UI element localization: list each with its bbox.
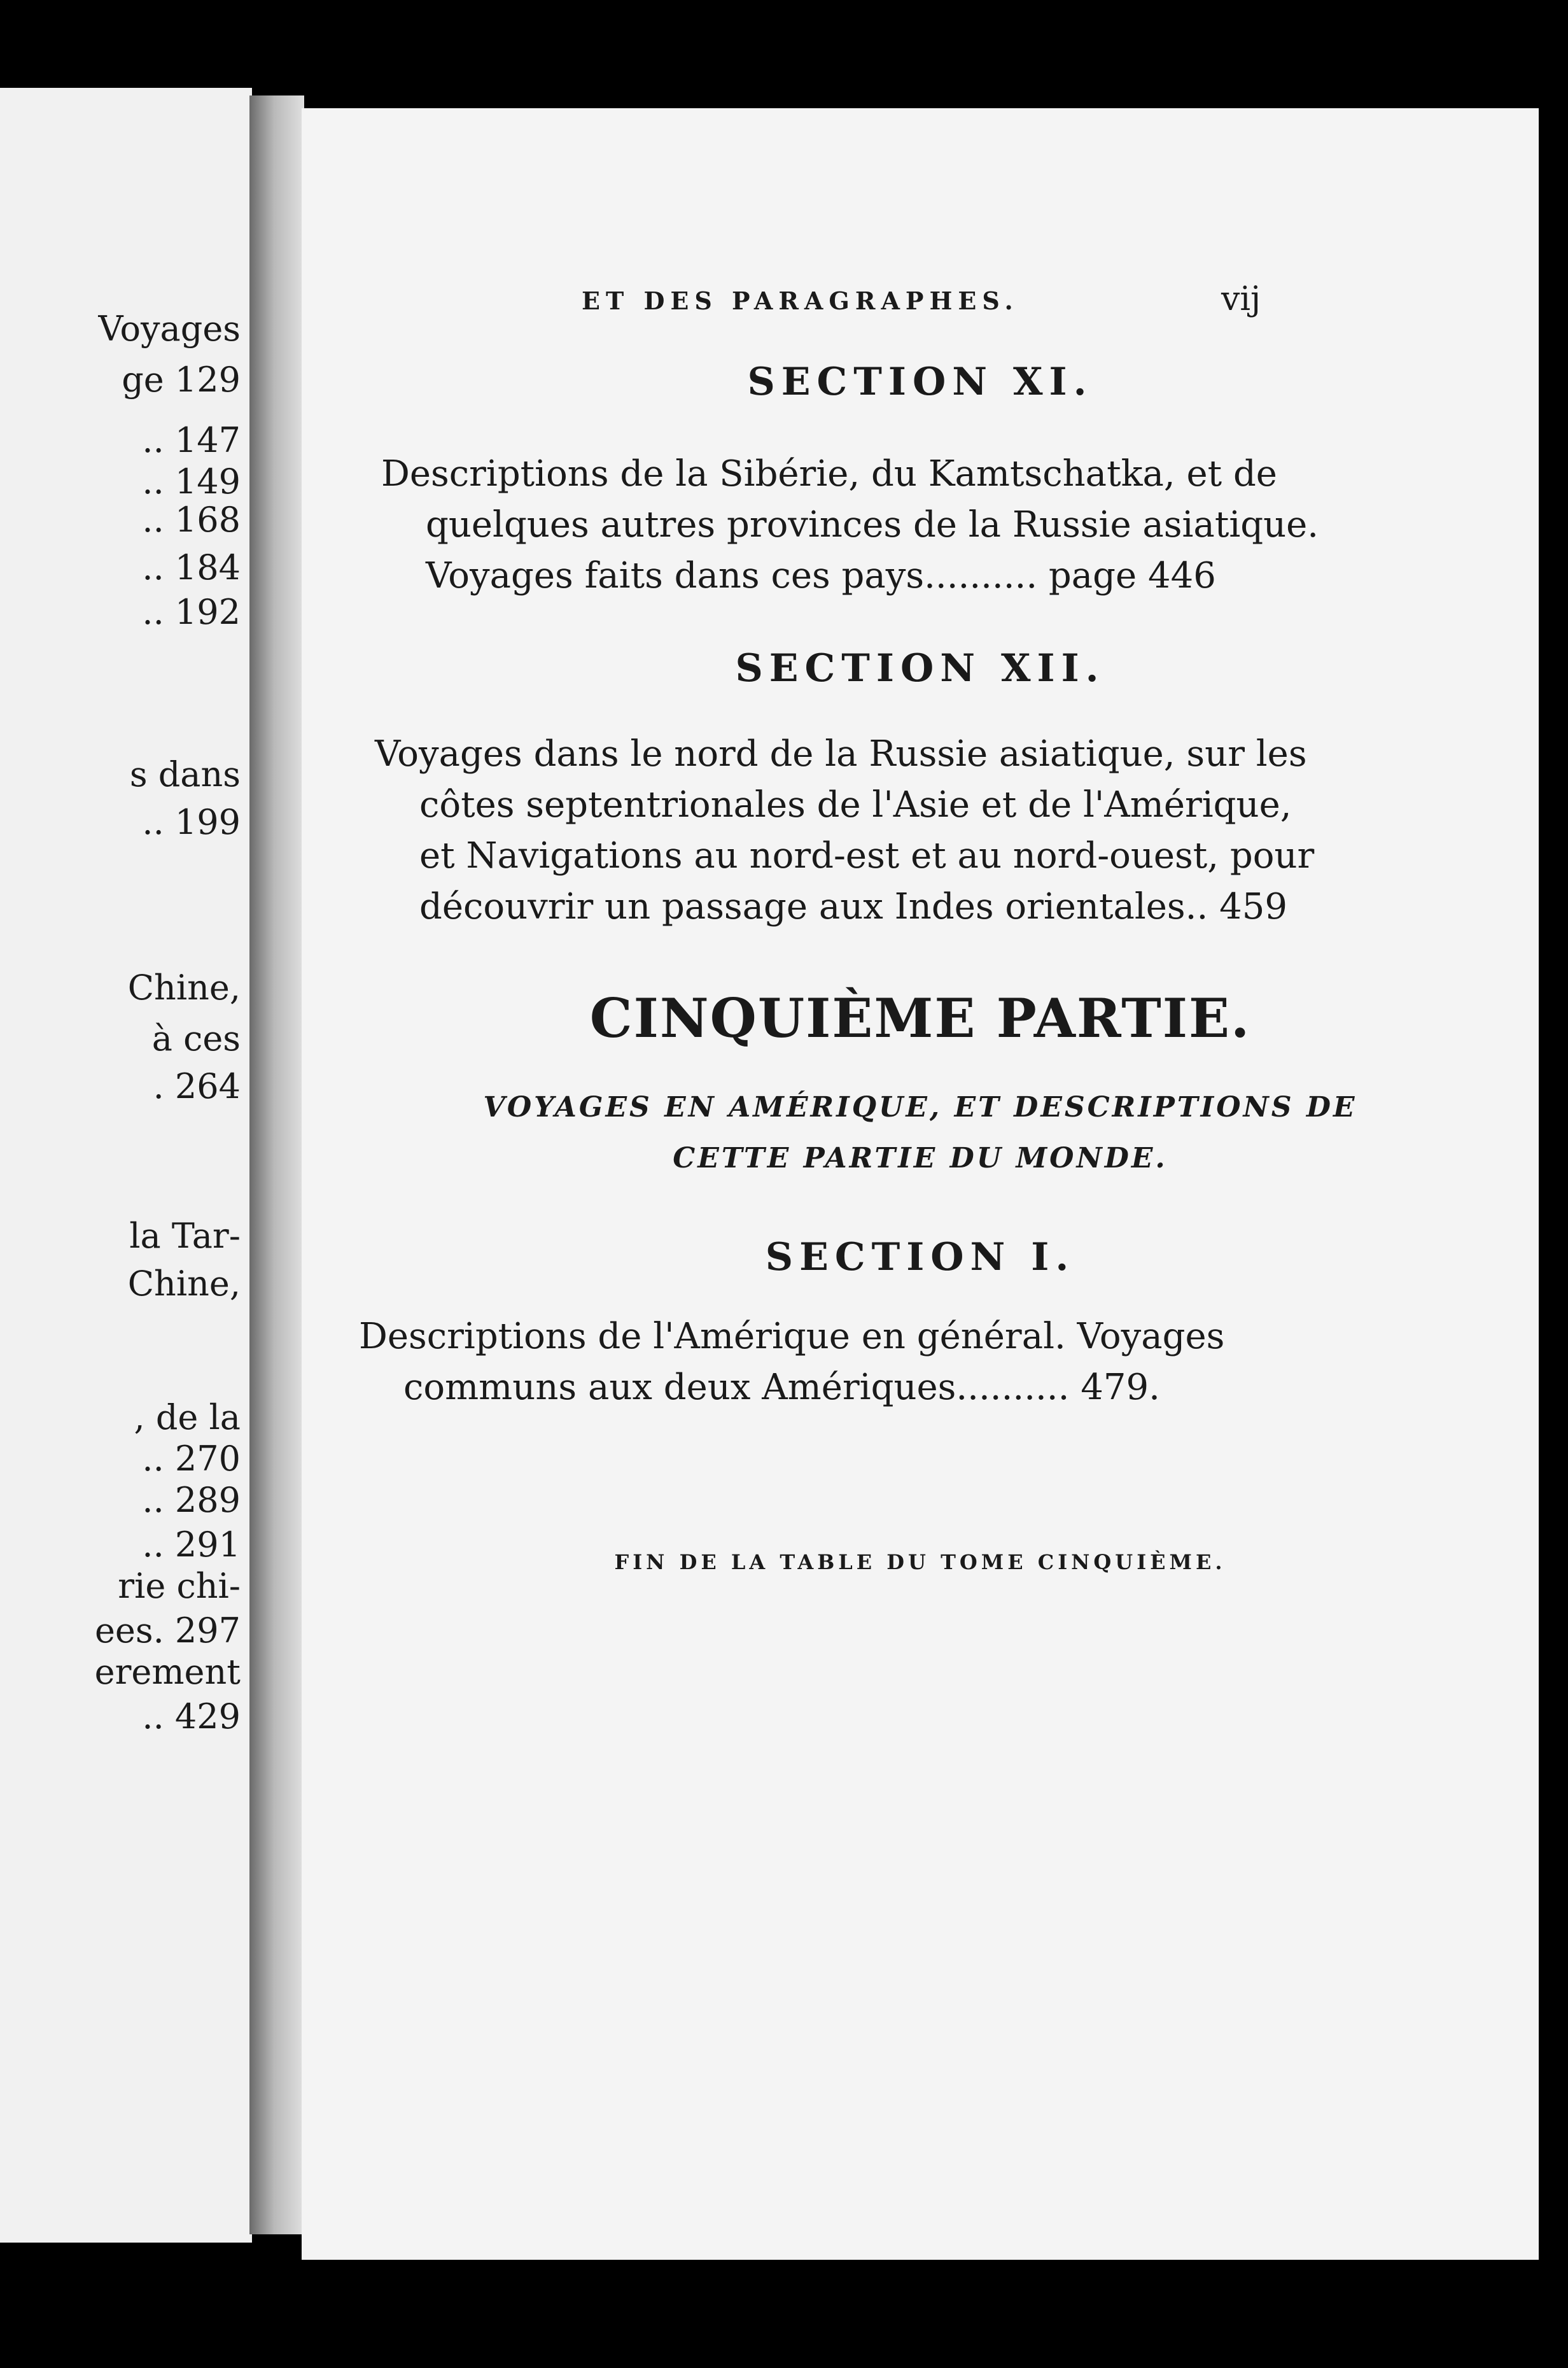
part-title: CINQUIÈME PARTIE.: [589, 987, 1251, 1050]
left-page-line: ees. 297: [94, 1610, 241, 1651]
entry-line: découvrir un passage aux Indes orientales.. 459: [419, 886, 1287, 927]
left-page-line: la Tar-: [129, 1216, 241, 1256]
running-head: ET DES PARAGRAPHES.: [582, 286, 1019, 315]
section-xi-heading: SECTION XI.: [747, 360, 1093, 404]
left-page-line: .. 149: [142, 462, 241, 502]
left-page-line: .. 270: [142, 1439, 241, 1479]
left-page-line: à ces: [151, 1018, 241, 1059]
part-subtitle: [302, 1082, 1539, 1184]
right-page: [302, 108, 1539, 2260]
left-page-line: ge 129: [122, 360, 241, 400]
entry-line: quelques autres provinces de la Russie asiatique.: [426, 504, 1319, 546]
entry-line: et Navigations au nord-est et au nord-ouest, pour: [419, 835, 1315, 877]
left-page-line: , de la: [134, 1397, 241, 1437]
entry-line: Voyages faits dans ces pays.......... page 446: [426, 555, 1216, 596]
page-number: vij: [1221, 280, 1261, 318]
left-page-line: s dans: [129, 754, 241, 794]
left-page-line: .. 168: [142, 500, 241, 540]
left-page-line: .. 289: [142, 1480, 241, 1520]
left-page-line: Chine,: [127, 968, 241, 1008]
entry-line: Descriptions de la Sibérie, du Kamtschatka, et de: [381, 453, 1277, 495]
section-i-entry: [359, 1311, 1224, 1413]
left-page-line: erement: [94, 1652, 241, 1692]
left-page-line: .. 192: [142, 592, 241, 632]
entry-line: Descriptions de l'Amérique en général. Voyages: [359, 1316, 1225, 1357]
left-page-line: rie chi-: [118, 1566, 241, 1606]
left-page: [0, 88, 252, 2243]
left-page-line: .. 199: [142, 802, 241, 842]
book-gutter: [249, 95, 304, 2234]
part-subtitle-line: VOYAGES EN AMÉRIQUE, ET DESCRIPTIONS DE: [483, 1091, 1357, 1124]
left-page-line: Chine,: [127, 1264, 241, 1304]
left-page-line: .. 429: [142, 1696, 241, 1737]
left-page-line: .. 291: [142, 1525, 241, 1565]
entry-line: côtes septentrionales de l'Asie et de l'Amérique,: [419, 784, 1292, 826]
left-page-line: .. 184: [142, 547, 241, 588]
entry-line: Voyages dans le nord de la Russie asiatique, sur les: [375, 733, 1307, 775]
colophon: FIN DE LA TABLE DU TOME CINQUIÈME.: [614, 1550, 1226, 1574]
left-page-line: Voyages: [98, 309, 241, 349]
left-page-line: . 264: [153, 1066, 241, 1106]
section-xii-entry: [375, 729, 1314, 933]
entry-line: communs aux deux Amériques.......... 479.: [403, 1367, 1160, 1408]
section-xi-entry: [381, 449, 1319, 602]
section-xii-heading: SECTION XII.: [735, 646, 1105, 691]
section-i-heading: SECTION I.: [765, 1235, 1075, 1279]
part-subtitle-line: CETTE PARTIE DU MONDE.: [673, 1142, 1168, 1174]
left-page-line: .. 147: [142, 420, 241, 460]
